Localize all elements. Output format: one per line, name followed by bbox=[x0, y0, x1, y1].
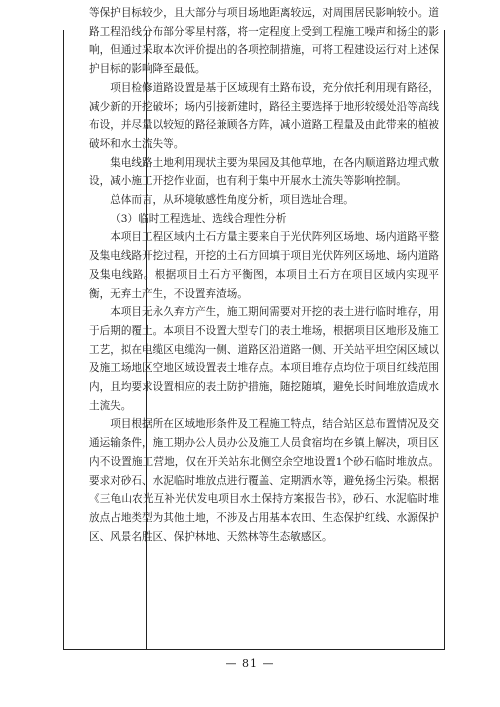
page-number: — 81 — bbox=[225, 657, 275, 670]
paragraph-temporary-site: 项目根据所在区域地形条件及工程施工特点，结合站区总布置情况及交通运输条件，施工期办公人员办公及施工人员食宿均在乡镇上解决，项目区内不设置施工营地，仅在开关站东北侧空余空地设置1个砂石临时堆放点。要求对砂石、水泥临时堆放点进行覆盖、定期洒水等，避免扬尘污染。根据《三龟山农光互补光伏发电项目水土保持方案报告书》，砂石、水泥临时堆放点占地类型为其他土地，不涉及占用基本农田、生态保护红线、水源保护区、风景名胜区、保护林地、天然林等生态敏感区。 bbox=[89, 418, 439, 543]
paragraph-topsoil: 本项目无永久弃方产生，施工期间需要对开挖的表土进行临时堆存，用于后期的覆土。本项目不设置大型专门的表土堆场，根据项目区地形及施工工艺，拟在电缆区电缆沟一侧、道路区沿道路一侧、开关站平坦空闲区域以及施工场地区空地区域设置表土堆存点。本项目堆存点均位于项目红线范围内，且均要求设置相应的表土防护措施，随挖随填，避免长时间堆放造成水土流失。 bbox=[89, 306, 439, 412]
table-content-cell bbox=[89, 4, 439, 546]
paragraph-collector-line: 集电线路土地利用现状主要为果园及其他草地，在各内顺道路边埋式敷设，减小施工开挖作业面，也有利于集中开展水土流失等影响控制。 bbox=[89, 156, 439, 188]
paragraph-road-layout: 项目检修道路设置是基于区域现有土路布设，充分依托利用现有路径，减少新的开挖破坏；场内引接新建时，路径主要选择于地形较缓处沿等高线布设，并尽量以较短的路径兼顾各方阵，减小道路工程量及由此带来的植被破坏和水土流失等。 bbox=[89, 81, 439, 150]
section-heading: （3）临时工程选址、选线合理性分析 bbox=[110, 212, 287, 225]
paragraph-earthwork: 本项目工程区域内土石方量主要来自于光伏阵列区场地、场内道路平整及集电线路开挖过程，开挖的土石方回填于项目光伏阵列区场地、场内道路及集电线路。根据项目土石方平衡图，本项目土石方在项目区域内实现平衡，无弃土产生，不设置弃渣场。 bbox=[89, 231, 439, 300]
paragraph-continued: 等保护目标较少，且大部分与项目场地距离较远，对周围居民影响较小。道路工程沿线分布部分零星村落，将一定程度上受到工程施工噪声和扬尘的影响，但通过采取本次评价提出的各项控制措施，可将工程建设运行对上述保护目标的影响降至最低。 bbox=[89, 7, 439, 76]
paragraph-conclusion: 总体而言，从环境敏感性角度分析，项目选址合理。 bbox=[110, 194, 354, 207]
